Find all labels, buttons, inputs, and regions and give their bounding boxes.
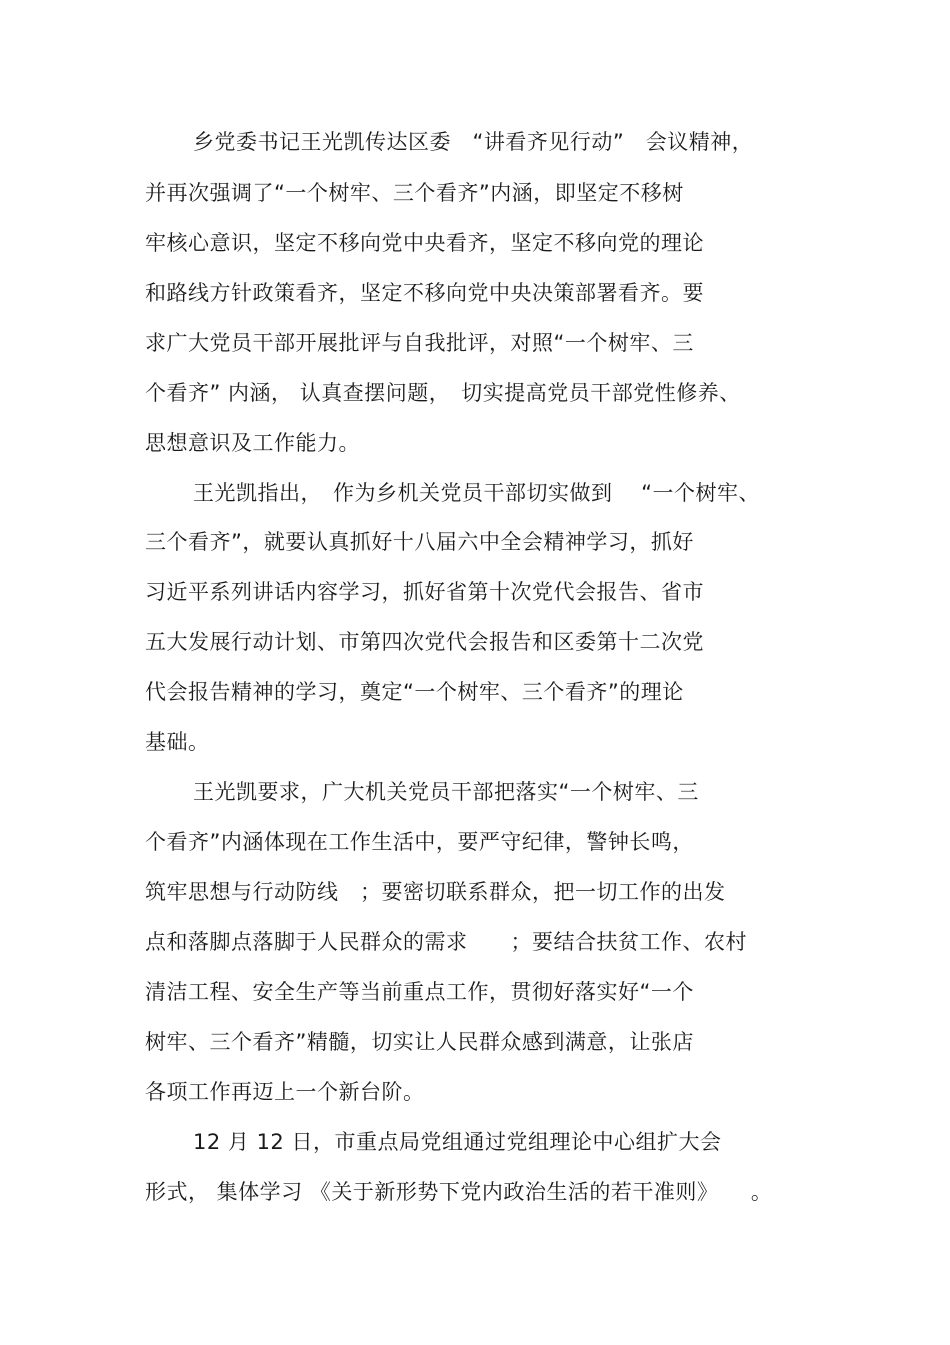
paragraph-3-line-1: 王光凯要求，广大机关党员干部把落实“一个树牢、三 [193, 780, 699, 804]
paragraph-1-line-5: 求广大党员干部开展批评与自我批评，对照“一个树牢、三 [145, 331, 694, 355]
paragraph-2-line-3: 习近平系列讲话内容学习，抓好省第十次党代会报告、省市 [145, 580, 704, 604]
paragraph-3-line-5: 清洁工程、安全生产等当前重点工作，贯彻好落实好“一个 [145, 980, 694, 1004]
paragraph-3-line-3: 筑牢思想与行动防线 ；要密切联系群众，把一切工作的出发 [145, 880, 726, 904]
paragraph-1-line-2: 并再次强调了“一个树牢、三个看齐”内涵，即坚定不移树 [145, 181, 684, 205]
paragraph-3-line-6: 树牢、三个看齐”精髓，切实让人民群众感到满意，让张店 [145, 1030, 694, 1054]
paragraph-1-line-7: 思想意识及工作能力。 [145, 431, 360, 455]
paragraph-2-line-2: 三个看齐”，就要认真抓好十八届六中全会精神学习，抓好 [145, 530, 694, 554]
paragraph-4-line-1: 12 月 12 日，市重点局党组通过党组理论中心组扩大会 [193, 1130, 722, 1154]
paragraph-3-line-2: 个看齐”内涵体现在工作生活中，要严守纪律，警钟长鸣， [145, 830, 694, 854]
paragraph-2-line-6: 基础。 [145, 730, 210, 754]
paragraph-1-line-3: 牢核心意识，坚定不移向党中央看齐，坚定不移向党的理论 [145, 231, 704, 255]
paragraph-3-line-4: 点和落脚点落脚于人民群众的需求 ；要结合扶贫工作、农村 [145, 930, 747, 954]
paragraph-2-line-4: 五大发展行动计划、市第四次党代会报告和区委第十二次党 [145, 630, 704, 654]
paragraph-1-line-4: 和路线方针政策看齐，坚定不移向党中央决策部署看齐。要 [145, 281, 704, 305]
paragraph-4-line-2: 形式， 集体学习 《关于新形势下党内政治生活的若干准则》 。 [145, 1180, 773, 1204]
paragraph-2-line-1: 王光凯指出， 作为乡机关党员干部切实做到 “一个树牢、 [193, 481, 761, 505]
paragraph-1-line-6: 个看齐” 内涵， 认真查摆问题， 切实提高党员干部党性修养、 [145, 381, 741, 405]
paragraph-2-line-5: 代会报告精神的学习，奠定“一个树牢、三个看齐”的理论 [145, 680, 684, 704]
paragraph-1-line-1: 乡党委书记王光凯传达区委 “讲看齐见行动” 会议精神， [193, 130, 754, 154]
paragraph-3-line-7: 各项工作再迈上一个新台阶。 [145, 1080, 425, 1104]
